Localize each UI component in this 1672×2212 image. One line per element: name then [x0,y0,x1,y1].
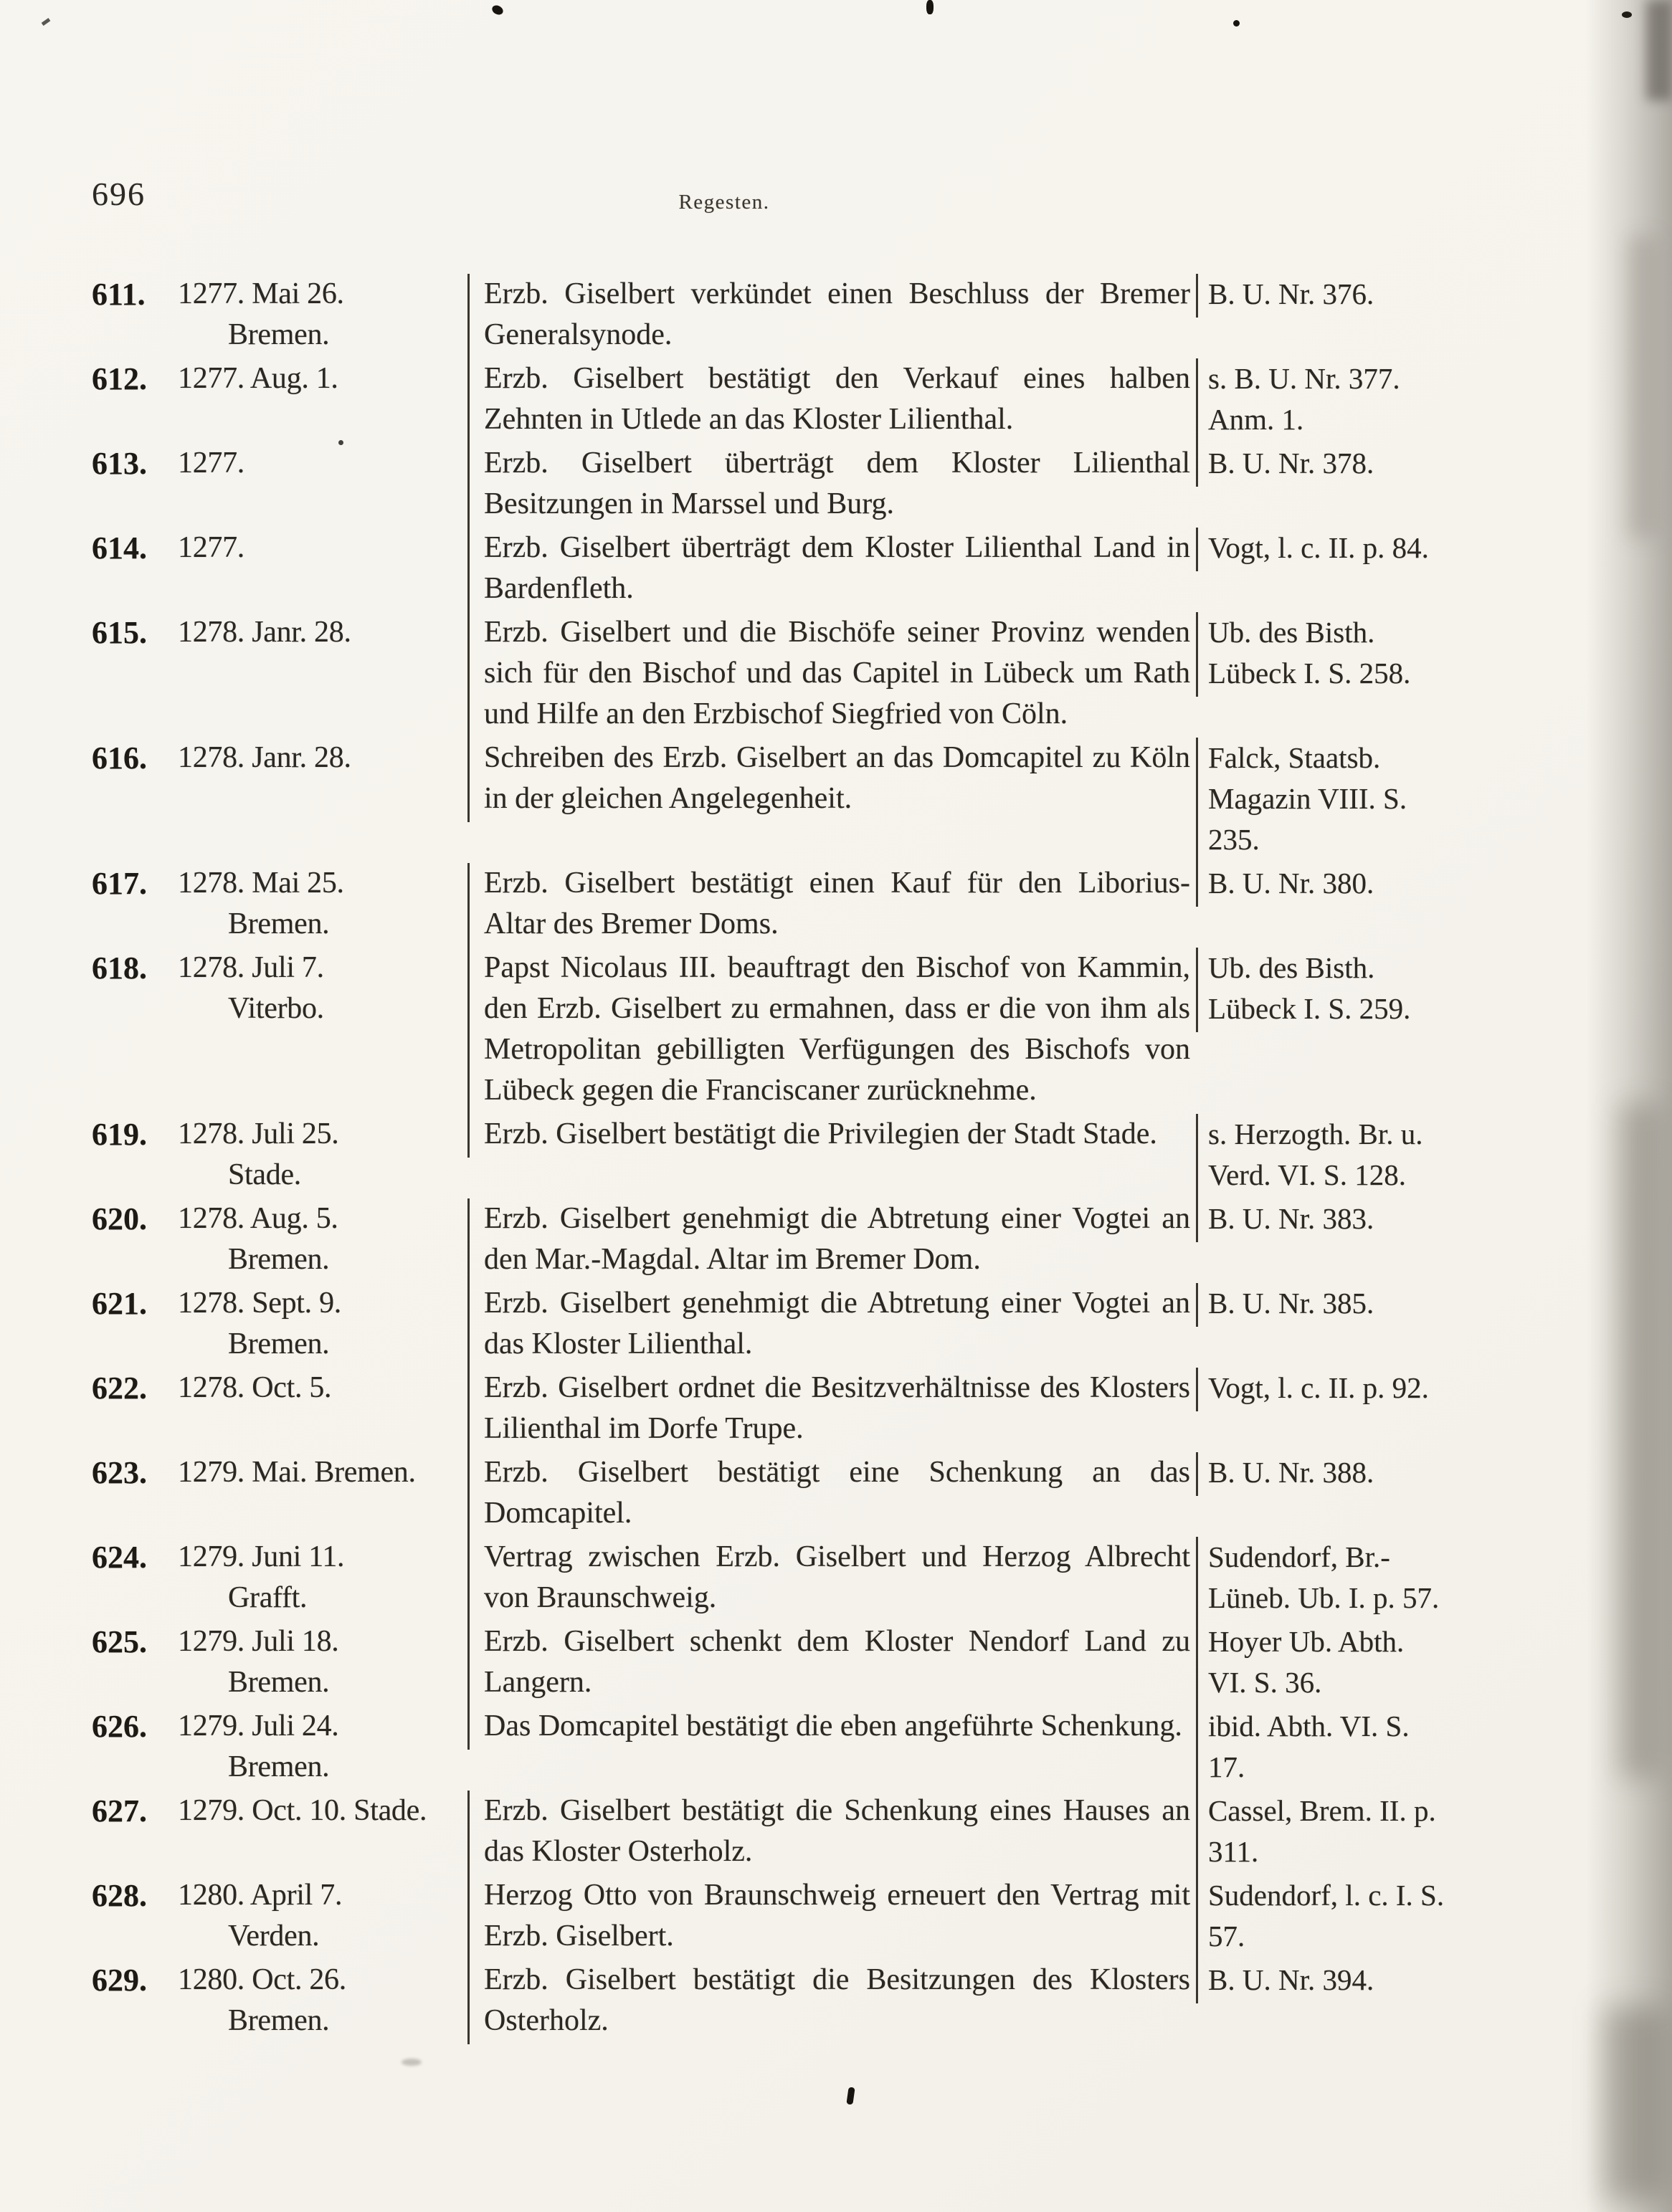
entry-reference: Ub. des Bisth. Lübeck I. S. 259. [1196,948,1448,1032]
regesta-entry [92,948,1448,1114]
entry-description: Erzb. Giselbert und die Bischöfe seiner Provinz wenden sich für den Bischof und das Capitel in Lübeck um Rath und Hilfe an den Erzbischof Siegfried von Cöln. [467,612,1196,738]
scan-artifact-speck [1233,20,1240,27]
entry-date [178,948,467,1032]
entry-date [178,612,467,656]
entry-reference: s. Herzogth. Br. u. Verd. VI. S. 128. [1196,1114,1448,1198]
entry-number: 613. [92,446,147,481]
entry-place: Viterbo. [228,992,324,1025]
scan-edge-blotch [1619,1104,1659,1778]
entry-number: 619. [92,1117,147,1152]
regesta-entry [92,443,1448,528]
entry-date-line: 1278. Janr. 28. [178,616,351,649]
entry-number: 621. [92,1286,147,1321]
regesta-entry [92,863,1448,948]
regesta-entry [92,1960,1448,2044]
scan-edge-blotch [1646,0,1672,100]
entry-date [178,1875,467,1960]
entry-date [178,1791,467,1834]
entry-number: 618. [92,950,147,986]
entry-date-line: 1278. Janr. 28. [178,741,351,774]
entry-description: Herzog Otto von Braunschweig erneuert den Vertrag mit Erzb. Giselbert. [467,1875,1196,1960]
regesta-entry [92,358,1448,443]
entry-description: Erzb. Giselbert bestätigt eine Schenkung an das Domcapitel. [467,1452,1196,1537]
entry-reference: Vogt, l. c. II. p. 84. [1196,528,1448,571]
entry-description: Das Domcapitel bestätigt die eben angeführte Schenkung. [467,1706,1196,1750]
entry-date [178,1706,467,1791]
entry-number: 614. [92,530,147,566]
scan-edge-blotch [1603,2007,1663,2201]
entry-date [178,1198,467,1283]
entry-number: 611. [92,277,146,312]
scan-artifact-speck [926,0,934,14]
entry-number: 616. [92,740,147,776]
entry-date-line: 1278. Oct. 5. [178,1371,332,1404]
entry-reference: Vogt, l. c. II. p. 92. [1196,1368,1448,1411]
entry-reference: Cassel, Brem. II. p. 311. [1196,1791,1448,1875]
regesta-entry [92,738,1448,863]
scan-artifact-speck [490,4,505,16]
regesta-entry [92,274,1448,358]
entry-date-line: 1278. Sept. 9. [178,1287,341,1320]
entry-number: 624. [92,1540,147,1575]
entry-date-line: 1279. Juli 24. [178,1710,339,1743]
entry-number: 615. [92,615,147,650]
regesta-entry [92,1283,1448,1368]
running-header: Regesten. [678,191,770,214]
entry-place: Bremen. [228,1750,330,1783]
entry-date-line: 1279. Oct. 10. Stade. [178,1794,427,1827]
entry-date [178,274,467,358]
entry-place: Bremen. [228,1666,330,1699]
entry-date-line: 1278. Juli 7. [178,951,324,984]
entry-number: 612. [92,361,147,396]
entry-description: Erzb. Giselbert bestätigt die Schenkung eines Hauses an das Kloster Osterholz. [467,1791,1196,1875]
entry-date-line: 1280. Oct. 26. [178,1963,346,1996]
regesta-list [92,274,1448,2044]
entry-place: Bremen. [228,1243,330,1276]
regesta-entry [92,1114,1448,1198]
regesta-entry [92,1791,1448,1875]
entry-date [178,528,467,571]
entry-date-line: 1280. April 7. [178,1879,343,1912]
entry-reference: Ub. des Bisth. Lübeck I. S. 258. [1196,612,1448,697]
entry-reference: Sudendorf, Br.- Lüneb. Ub. I. p. 57. [1196,1537,1448,1621]
scan-artifact-speck [42,18,51,26]
entry-description: Erzb. Giselbert bestätigt die Privilegien der Stadt Stade. [467,1114,1196,1158]
entry-number: 628. [92,1878,147,1913]
entry-description: Erzb. Giselbert schenkt dem Kloster Nendorf Land zu Langern. [467,1621,1196,1706]
entry-reference: Falck, Staatsb. Magazin VIII. S. 235. [1196,738,1448,863]
entry-reference: B. U. Nr. 380. [1196,863,1448,907]
entry-place: Bremen. [228,2004,330,2037]
entry-date-line: 1279. Mai. Bremen. [178,1456,416,1489]
entry-reference: Sudendorf, l. c. I. S. 57. [1196,1875,1448,1960]
entry-place: Bremen. [228,1327,330,1360]
entry-date [178,1621,467,1706]
entry-date-line: 1279. Juli 18. [178,1625,339,1658]
entry-place: Grafft. [228,1581,308,1614]
regesta-entry [92,1875,1448,1960]
entry-description: Papst Nicolaus III. beauftragt den Bischof von Kammin, den Erzb. Giselbert zu ermahnen, dass er die von ihm als Metropolitan gebilligten Verfügungen des Bischofs von Lübeck gegen die Franciscaner zurücknehme. [467,948,1196,1114]
entry-number: 625. [92,1624,147,1659]
scan-edge-blotch [1628,237,1656,538]
entry-description: Erzb. Giselbert überträgt dem Kloster Lilienthal Land in Bardenfleth. [467,528,1196,612]
regesta-entry [92,1537,1448,1621]
scan-artifact-smudge [402,2059,422,2066]
entry-reference: B. U. Nr. 388. [1196,1452,1448,1496]
entry-description: Erzb. Giselbert bestätigt den Verkauf eines halben Zehnten in Utlede an das Kloster Lilienthal. [467,358,1196,443]
entry-description: Vertrag zwischen Erzb. Giselbert und Herzog Albrecht von Braunschweig. [467,1537,1196,1621]
entry-place: Verden. [228,1920,320,1953]
regesta-entry [92,612,1448,738]
scan-artifact-speck [1622,11,1632,18]
entry-number: 620. [92,1201,147,1236]
entry-date [178,1368,467,1411]
entry-number: 617. [92,866,147,901]
scan-edge-shadow [1586,0,1672,2212]
entry-date-line: 1278. Aug. 5. [178,1202,338,1235]
entry-reference: B. U. Nr. 378. [1196,443,1448,487]
entry-reference: ibid. Abth. VI. S. 17. [1196,1706,1448,1791]
entry-number: 629. [92,1963,147,1998]
entry-date-line: 1278. Mai 25. [178,867,344,900]
entry-date-line: 1277. Mai 26. [178,277,344,310]
entry-description: Erzb. Giselbert bestätigt einen Kauf für den Liborius-Altar des Bremer Doms. [467,863,1196,948]
regesta-entry [92,1452,1448,1537]
regesta-entry [92,1198,1448,1283]
entry-reference: B. U. Nr. 376. [1196,274,1448,318]
scan-artifact-speck [846,2087,855,2104]
entry-date [178,863,467,948]
entry-description: Schreiben des Erzb. Giselbert an das Domcapitel zu Köln in der gleichen Angelegenheit. [467,738,1196,822]
entry-date-line: 1277. [178,531,245,564]
entry-description: Erzb. Giselbert ordnet die Besitzverhältnisse des Klosters Lilienthal im Dorfe Trupe. [467,1368,1196,1452]
entry-date [178,1960,467,2044]
entry-place: Bremen. [228,318,330,351]
entry-number: 626. [92,1709,147,1744]
entry-date [178,358,467,402]
page-number: 696 [92,176,146,212]
entry-date [178,1537,467,1621]
entry-date [178,443,467,487]
entry-description: Erzb. Giselbert verkündet einen Beschluss der Bremer Generalsynode. [467,274,1196,358]
regesta-entry [92,1368,1448,1452]
entry-number: 627. [92,1793,147,1829]
entry-description: Erzb. Giselbert genehmigt die Abtretung einer Vogtei an den Mar.-Magdal. Altar im Bremer Dom. [467,1198,1196,1283]
entry-description: Erzb. Giselbert genehmigt die Abtretung einer Vogtei an das Kloster Lilienthal. [467,1283,1196,1368]
entry-reference: s. B. U. Nr. 377. Anm. 1. [1196,358,1448,443]
entry-number: 622. [92,1370,147,1406]
entry-number: 623. [92,1455,147,1490]
entry-reference: B. U. Nr. 383. [1196,1198,1448,1242]
entry-date-line: 1277. Aug. 1. [178,362,338,395]
entry-date [178,738,467,781]
entry-description: Erzb. Giselbert bestätigt die Besitzungen des Klosters Osterholz. [467,1960,1196,2044]
entry-date [178,1283,467,1368]
entry-date-line: 1278. Juli 25. [178,1117,339,1150]
regesta-entry [92,1706,1448,1791]
entry-description: Erzb. Giselbert überträgt dem Kloster Lilienthal Besitzungen in Marssel und Burg. [467,443,1196,528]
entry-place: Bremen. [228,907,330,940]
entry-place: Stade. [228,1158,302,1191]
regesta-entry [92,1621,1448,1706]
entry-date-line: 1277. [178,447,245,480]
entry-date-line: 1279. Juni 11. [178,1540,345,1573]
regesta-entry [92,528,1448,612]
entry-date [178,1452,467,1496]
entry-reference: B. U. Nr. 385. [1196,1283,1448,1327]
entry-reference: B. U. Nr. 394. [1196,1960,1448,2003]
entry-reference: Hoyer Ub. Abth. VI. S. 36. [1196,1621,1448,1706]
entry-date [178,1114,467,1198]
